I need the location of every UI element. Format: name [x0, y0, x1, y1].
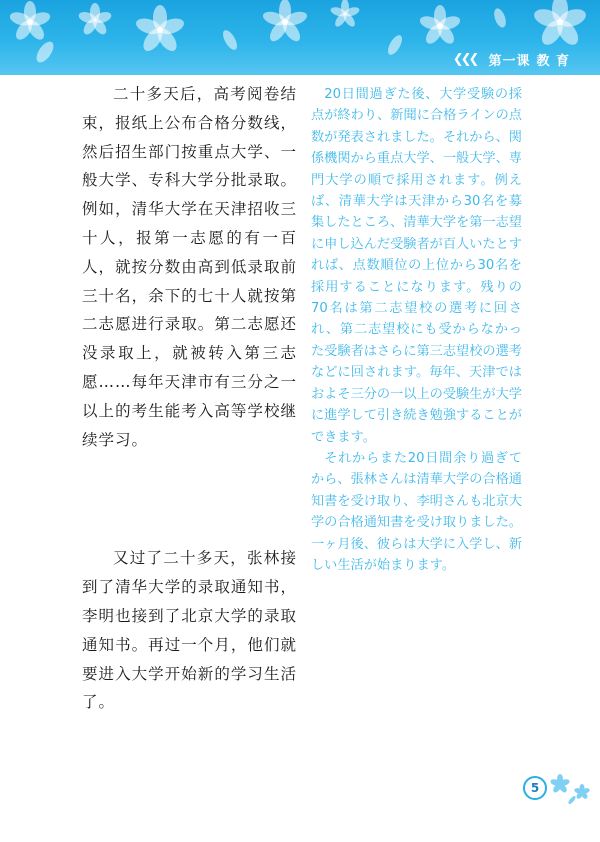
lesson-header [453, 50, 570, 69]
japanese-paragraph-2: それからまた20日間余り過ぎてから、張林さんは清華大学の合格通知書を受け取り、李明さんも北京大学の合格通知書を受け取りました。一ヶ月後、彼らは大学に入学し、新しい生活が始まります。 [311, 450, 522, 573]
footer-flower-icon [500, 770, 600, 810]
page-header-banner [0, 0, 600, 75]
japanese-text-column [311, 84, 522, 576]
page-number-badge: 5 [523, 776, 547, 800]
lesson-number: 第一课 [488, 54, 531, 69]
chinese-text-column [82, 80, 297, 717]
chevron-left-icon: ❮❮❮ [452, 52, 477, 67]
chinese-paragraph-1: 二十多天后，高考阅卷结束，报纸上公布合格分数线，然后招生部门按重点大学、一般大学、专科大学分批录取。例如，清华大学在天津招收三十人，报第一志愿的有一百人，就按分数由高到低录取前三十名，余下的七十人就按第二志愿进行录取。第二志愿还没录取上，就被转入第三志愿……每年天津市有三分之一以上的考生能考入高等学校继续学习。 [82, 85, 297, 449]
lesson-subject: 教 育 [536, 54, 570, 69]
japanese-paragraph-1: 20日間過ぎた後、大学受験の採点が終わり、新聞に合格ラインの点数が発表されました。それから、関係機関から重点大学、一般大学、専門大学の順で採用されます。例えば、清華大学は天津から30名を募集したところ、清華大学を第一志望に申し込んだ受験者が百人いたとすれば、点数順位の上位から30名を採用することになります。残りの70名は第二志望校の選考に回され、第二志望校にも受からなかった受験者はさらに第三志望校の選考などに回されます。毎年、天津ではおよそ三分の一以上の受験生が大学に進学して引き続き勉強することができます。 [311, 87, 522, 445]
chinese-paragraph-2: 又过了二十多天，张林接到了清华大学的录取通知书，李明也接到了北京大学的录取通知书。再过一个月，他们就要进入大学开始新的学习生活了。 [82, 549, 297, 712]
